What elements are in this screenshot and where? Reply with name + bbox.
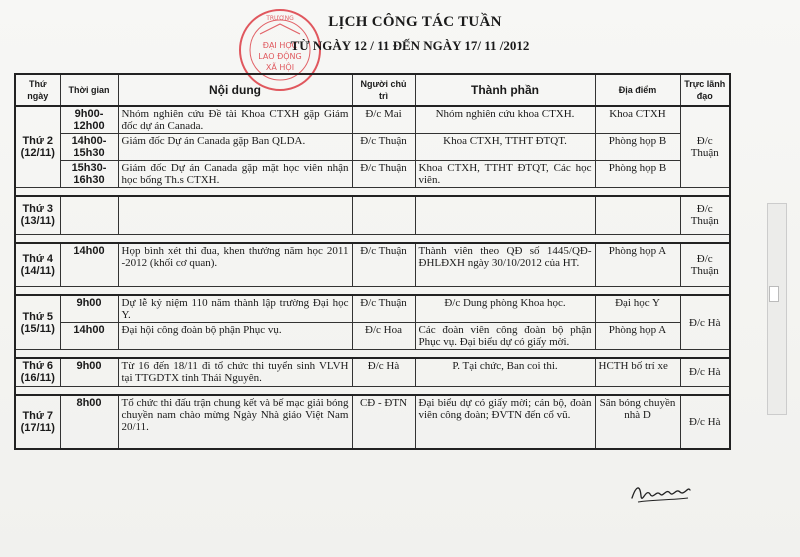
time-cell: 14h00-15h30 (60, 134, 118, 161)
weekly-schedule-table (14, 73, 731, 450)
host-cell: Đ/c Thuận (352, 295, 415, 323)
content-cell: Dự lễ kỷ niệm 110 năm thành lập trường Đại học Y. (118, 295, 352, 323)
table-row (15, 358, 730, 386)
leader-cell: Đ/c Thuận (680, 196, 730, 234)
host-cell: Đ/c Thuận (352, 134, 415, 161)
content-cell: Từ 16 đến 18/11 đi tổ chức thi tuyển sinh VLVH tại TTGDTX tỉnh Thái Nguyên. (118, 358, 352, 386)
participants-cell: Đ/c Dung phòng Khoa học. (415, 295, 595, 323)
header-participants: Thành phần (415, 74, 595, 106)
day-separator (15, 234, 730, 243)
day-date: (14/11) (20, 264, 55, 277)
leader-cell: Đ/c Thuận (680, 106, 730, 188)
leader-cell: Đ/c Hà (680, 395, 730, 449)
document-title: LỊCH CÔNG TÁC TUẦN (328, 14, 502, 30)
time-cell: 9h00 (60, 295, 118, 323)
participants-cell: Khoa CTXH, TTHT ĐTQT, Các học viên. (415, 161, 595, 188)
time-cell: 14h00 (60, 243, 118, 287)
day-separator (15, 350, 730, 359)
location-cell (595, 196, 680, 234)
day-cell (15, 358, 60, 386)
seal-text-line2: LAO ĐỘNG (258, 52, 302, 61)
table-row (15, 196, 730, 234)
participants-cell: Khoa CTXH, TTHT ĐTQT. (415, 134, 595, 161)
table-row (15, 134, 730, 161)
day-cell (15, 243, 60, 287)
table-row (15, 106, 730, 134)
location-cell: Phòng họp A (595, 323, 680, 350)
table-row (15, 395, 730, 449)
content-cell (118, 196, 352, 234)
day-cell (15, 395, 60, 449)
seal-text-line3: XÃ HỘI (265, 63, 295, 72)
location-cell: Sân bóng chuyền nhà D (595, 395, 680, 449)
participants-cell (415, 196, 595, 234)
day-cell (15, 196, 60, 234)
header-time: Thời gian (60, 74, 118, 106)
page-edge-strip (767, 203, 787, 415)
day-label: Thứ 2 (22, 135, 54, 147)
day-label: Thứ 4 (22, 252, 54, 265)
header-day: Thứ ngày (15, 74, 60, 106)
table-row (15, 295, 730, 323)
table-row (15, 161, 730, 188)
leader-cell: Đ/c Hà (680, 358, 730, 386)
host-cell: CĐ - ĐTN (352, 395, 415, 449)
page-edge-tab (769, 286, 779, 302)
content-cell: Giám đốc Dự án Canada gặp Ban QLDA. (118, 134, 352, 161)
content-cell: Nhóm nghiên cứu Đề tài Khoa CTXH gặp Giám đốc dự án Canada. (118, 106, 352, 134)
location-cell: Phòng họp A (595, 243, 680, 287)
time-cell: 9h00-12h00 (60, 106, 118, 134)
header-host: Người chủ trì (352, 74, 415, 106)
day-date: (13/11) (20, 215, 55, 228)
day-label: Thứ 5 (22, 310, 54, 323)
participants-cell: Các đoàn viên công đoàn bộ phận Phục vụ. Đại biểu dự có giấy mời. (415, 323, 595, 350)
location-cell: Đại học Y (595, 295, 680, 323)
table-row (15, 243, 730, 287)
host-cell (352, 196, 415, 234)
location-cell: Phòng họp B (595, 161, 680, 188)
time-cell: 14h00 (60, 323, 118, 350)
host-cell: Đ/c Hà (352, 358, 415, 386)
day-date: (12/11) (20, 147, 55, 159)
location-cell: Khoa CTXH (595, 106, 680, 134)
time-cell: 15h30-16h30 (60, 161, 118, 188)
host-cell: Đ/c Mai (352, 106, 415, 134)
leader-cell: Đ/c Hà (680, 295, 730, 350)
day-separator (15, 386, 730, 395)
day-separator (15, 188, 730, 197)
header-leader: Trực lãnh đạo (680, 74, 730, 106)
header-content: Nội dung (118, 74, 352, 106)
date-range-subtitle: TỪ NGÀY 12 / 11 ĐẾN NGÀY 17/ 11 /2012 (290, 38, 530, 53)
day-label: Thứ 6 (22, 360, 54, 373)
day-date: (16/11) (20, 372, 55, 385)
day-cell (15, 295, 60, 350)
day-date: (15/11) (20, 322, 55, 335)
seal-text-top: TRƯỜNG (266, 15, 294, 22)
time-cell: 8h00 (60, 395, 118, 449)
seal-text-line1: ĐẠI HỌC (262, 41, 298, 50)
table-row (15, 323, 730, 350)
participants-cell: Nhóm nghiên cứu khoa CTXH. (415, 106, 595, 134)
time-cell (60, 196, 118, 234)
host-cell: Đ/c Hoa (352, 323, 415, 350)
content-cell: Đại hội công đoàn bộ phận Phục vụ. (118, 323, 352, 350)
day-cell (15, 106, 60, 188)
location-cell: Phòng họp B (595, 134, 680, 161)
host-cell: Đ/c Thuận (352, 243, 415, 287)
participants-cell: Thành viên theo QĐ số 1445/QĐ-ĐHLĐXH ngày 30/10/2012 của HT. (415, 243, 595, 287)
content-cell: Họp bình xét thi đua, khen thưởng năm học 2011 -2012 (khối cơ quan). (118, 243, 352, 287)
participants-cell: P. Tại chức, Ban coi thi. (415, 358, 595, 386)
participants-cell: Đại biểu dự có giấy mời; cán bộ, đoàn viên công đoàn; ĐVTN đến cổ vũ. (415, 395, 595, 449)
location-cell: HCTH bố trí xe (595, 358, 680, 386)
content-cell: Tổ chức thi đấu trận chung kết và bế mạc giải bóng chuyền nam chào mừng Ngày Nhà giáo Việt Nam 20/11. (118, 395, 352, 449)
day-separator (15, 287, 730, 296)
day-label: Thứ 3 (22, 203, 54, 216)
day-label: Thứ 7 (22, 409, 54, 422)
host-cell: Đ/c Thuận (352, 161, 415, 188)
header-location: Địa điểm (595, 74, 680, 106)
time-cell: 9h00 (60, 358, 118, 386)
signature-mark (626, 476, 696, 512)
content-cell: Giám đốc Dự án Canada gặp mặt học viên nhận học bổng Th.s CTXH. (118, 161, 352, 188)
leader-cell: Đ/c Thuận (680, 243, 730, 287)
day-date: (17/11) (20, 421, 55, 434)
header-row (15, 74, 730, 106)
